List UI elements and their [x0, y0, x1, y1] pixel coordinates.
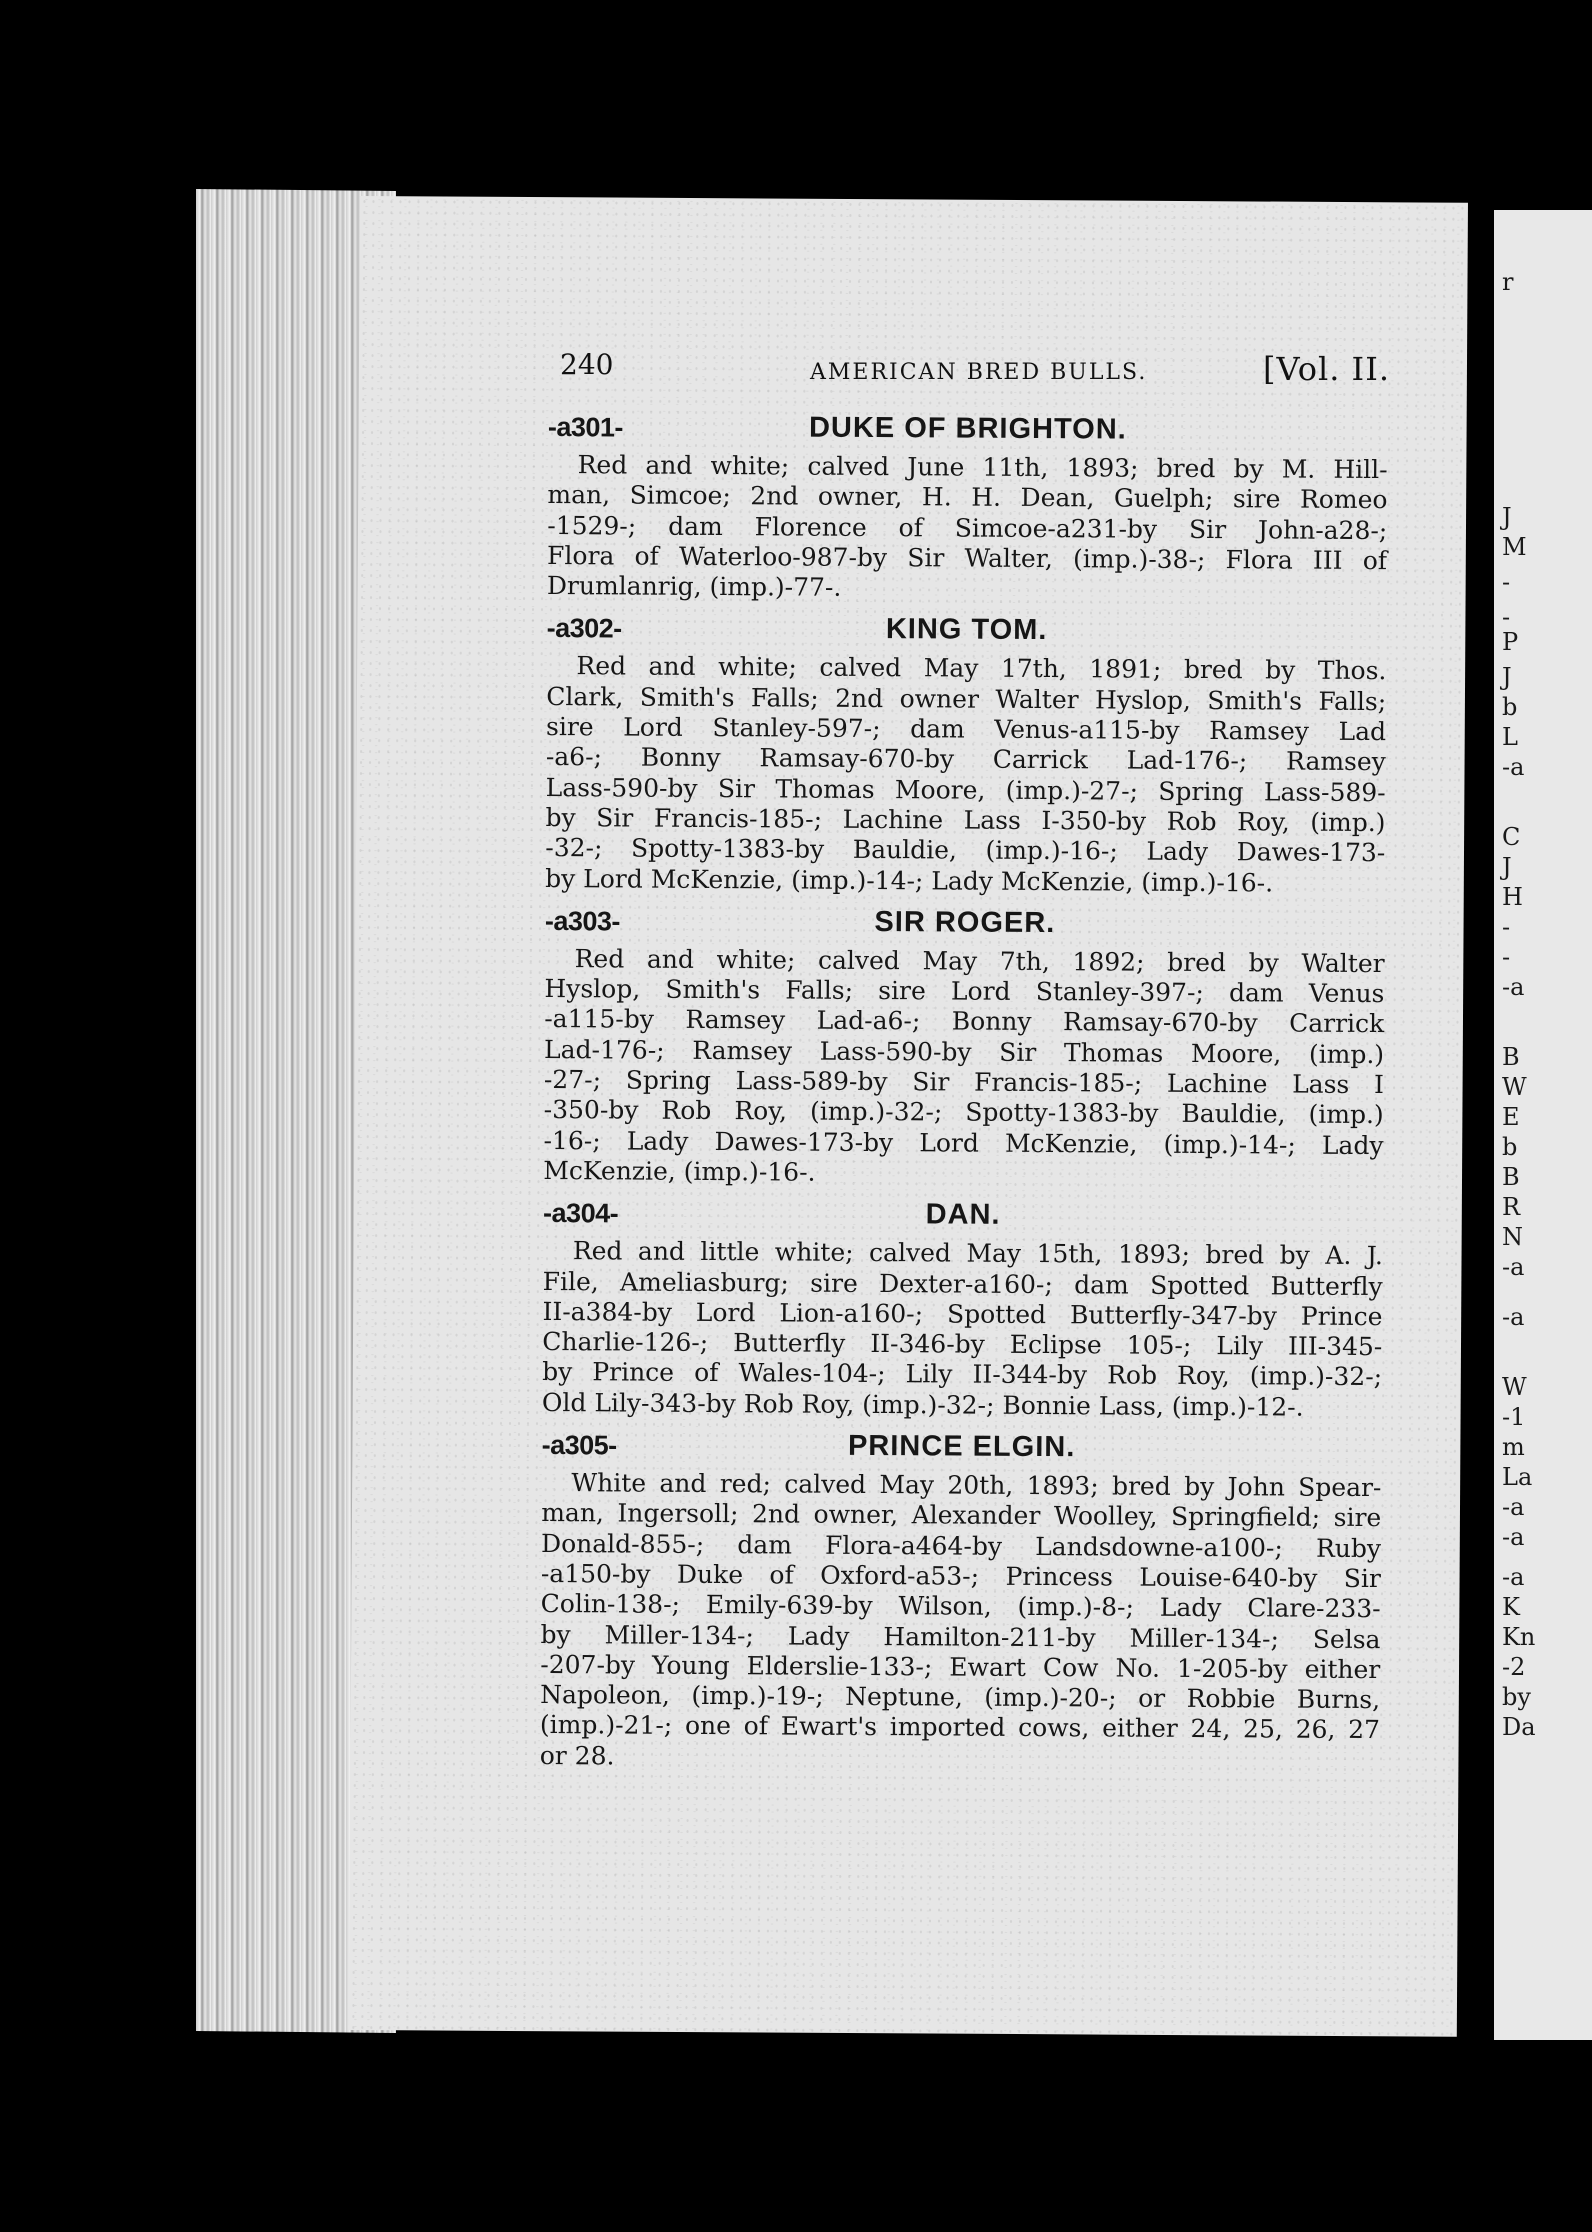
entry-heading [548, 410, 1388, 451]
entry-number: -a305- [541, 1429, 617, 1461]
adjacent-page-text: -a [1502, 1303, 1525, 1331]
bull-name: SIR ROGER. [874, 905, 1056, 939]
adjacent-page-text: C [1502, 823, 1521, 851]
entry-number: -a302- [546, 613, 622, 644]
text-line: Lass-590-by Sir Thomas Moore, (imp.)-27-; Spring Lass-589- [545, 772, 1386, 807]
adjacent-page-text: N [1502, 1223, 1523, 1251]
bull-name: DUKE OF BRIGHTON. [808, 411, 1127, 446]
adjacent-page-text: -a [1502, 1253, 1525, 1281]
adjacent-page-text: R [1502, 1193, 1521, 1221]
bull-name: KING TOM. [885, 613, 1048, 647]
text-line: by Prince of Wales-104-; Lily II-344-by Rob Roy, (imp.)-32-; [542, 1357, 1383, 1392]
adjacent-page-text: K [1502, 1593, 1520, 1621]
adjacent-page-text: -a [1502, 753, 1525, 781]
entry-heading [545, 904, 1385, 945]
text-line: Hyslop, Smith's Falls; sire Lord Stanley-397-; dam Venus [544, 974, 1385, 1009]
adjacent-page-text: W [1502, 1073, 1527, 1101]
adjacent-page-text: - [1502, 603, 1511, 631]
entry-pedigree-text [545, 651, 1386, 899]
text-line: Red and white; calved May 7th, 1892; bred by Walter [574, 944, 1385, 978]
adjacent-page-text: -2 [1502, 1653, 1526, 1681]
text-line: man, Ingersoll; 2nd owner, Alexander Woolley, Springfield; sire [541, 1498, 1382, 1533]
text-line: -a115-by Ramsey Lad-a6-; Bonny Ramsay-670-by Carrick [544, 1004, 1385, 1039]
text-line: by Sir Francis-185-; Lachine Lass I-350-by Rob Roy, (imp.) [545, 802, 1386, 838]
text-line: Clark, Smith's Falls; 2nd owner Walter Hyslop, Smith's Falls; [546, 681, 1387, 716]
adjacent-page-text: Da [1502, 1713, 1536, 1741]
adjacent-page-text: b [1502, 1133, 1518, 1161]
adjacent-page-text: Kn [1502, 1623, 1536, 1651]
text-line: Red and white; calved May 17th, 1891; bred by Thos. [576, 651, 1387, 686]
adjacent-page-text: -a [1502, 1563, 1525, 1591]
text-line: by Miller-134-; Lady Hamilton-211-by Miller-134-; Selsa [540, 1619, 1381, 1654]
adjacent-page-text: -1 [1502, 1403, 1526, 1431]
adjacent-page-text: J [1502, 853, 1512, 881]
text-line: White and red; calved May 20th, 1893; bred by John Spear- [571, 1468, 1382, 1503]
text-line: Charlie-126-; Butterfly II-346-by Eclipse 105-; Lily III-345- [542, 1327, 1383, 1362]
adjacent-page-text: La [1502, 1463, 1533, 1491]
adjacent-page-text: B [1502, 1043, 1520, 1071]
adjacent-page-text: E [1502, 1103, 1520, 1131]
text-line: -1529-; dam Florence of Simcoe-a231-by Sir John-a28-; [547, 510, 1388, 545]
adjacent-page-text: -a [1502, 1523, 1525, 1551]
text-line: -350-by Rob Roy, (imp.)-32-; Spotty-1383-by Bauldie, (imp.) [543, 1095, 1384, 1130]
entries-list [540, 410, 1388, 1786]
text-line: McKenzie, (imp.)-16-. [543, 1155, 816, 1187]
adjacent-page-text: b [1502, 693, 1518, 721]
text-line: Flora of Waterloo-987-by Sir Walter, (imp.)-38-; Flora III of [547, 540, 1388, 576]
adjacent-page-text: H [1502, 883, 1523, 911]
bull-entry [542, 1196, 1383, 1423]
text-line: Colin-138-; Emily-639-by Wilson, (imp.)-8-; Lady Clare-233- [540, 1589, 1381, 1624]
text-line: (imp.)-21-; one of Ewart's imported cows, either 24, 25, 26, 27 [539, 1710, 1381, 1745]
page-header [560, 348, 1390, 398]
entry-heading [542, 1428, 1382, 1469]
volume-label: [Vol. II. [1263, 350, 1390, 388]
text-line: Red and white; calved June 11th, 1893; bred by M. Hill- [577, 450, 1388, 485]
adjacent-page-text: J [1502, 663, 1512, 691]
text-line: -a150-by Duke of Oxford-a53-; Princess Louise-640-by Sir [540, 1558, 1381, 1594]
entry-number: -a303- [544, 905, 621, 937]
adjacent-page-text: - [1502, 568, 1511, 596]
text-line: -32-; Spotty-1383-by Bauldie, (imp.)-16-; Lady Dawes-173- [545, 833, 1386, 868]
entry-pedigree-text [540, 1468, 1382, 1776]
text-line: Donald-855-; dam Flora-a464-by Landsdowne-a100-; Ruby [540, 1528, 1382, 1563]
text-line: Drumlanrig, (imp.)-77-. [546, 571, 842, 602]
text-line: or 28. [539, 1740, 615, 1771]
text-line: -16-; Lady Dawes-173-by Lord McKenzie, (imp.)-14-; Lady [543, 1125, 1384, 1160]
page-number: 240 [560, 348, 614, 381]
adjacent-page-text: - [1502, 913, 1511, 941]
text-line: Lad-176-; Ramsey Lass-590-by Sir Thomas Moore, (imp.) [544, 1034, 1385, 1069]
running-title: AMERICAN BRED BULLS. [810, 360, 1148, 385]
adjacent-page-text: M [1502, 533, 1527, 561]
text-line: File, Ameliasburg; sire Dexter-a160-; dam Spotted Butterfly [542, 1266, 1383, 1301]
adjacent-page-text: L [1502, 723, 1518, 751]
text-line: -207-by Young Elderslie-133-; Ewart Cow No. 1-205-by either [540, 1649, 1381, 1684]
text-line: man, Simcoe; 2nd owner, H. H. Dean, Guelph; sire Romeo [547, 480, 1388, 515]
bull-name: DAN. [925, 1198, 1001, 1232]
entry-heading [547, 611, 1387, 652]
entry-number: -a301- [547, 411, 624, 443]
text-line: sire Lord Stanley-597-; dam Venus-a115-by Ramsey Lad [545, 712, 1387, 747]
text-line: Red and little white; calved May 15th, 1893; bred by A. J. [572, 1236, 1383, 1271]
entry-pedigree-text [547, 450, 1388, 607]
entry-heading [543, 1196, 1383, 1237]
adjacent-page-text: m [1502, 1433, 1525, 1461]
bull-entry [540, 1428, 1382, 1776]
adjacent-page-text: P [1502, 628, 1519, 656]
entry-pedigree-text [543, 944, 1384, 1192]
adjacent-page-text: J [1502, 503, 1512, 531]
bull-entry [547, 410, 1388, 607]
text-line: II-a384-by Lord Lion-a160-; Spotted Butterfly-347-by Prince [542, 1296, 1383, 1331]
text-line: -a6-; Bonny Ramsay-670-by Carrick Lad-176-; Ramsey [545, 742, 1386, 777]
adjacent-page-text: B [1502, 1163, 1520, 1191]
adjacent-page-text: -a [1502, 1493, 1525, 1521]
adjacent-page-text: W [1502, 1373, 1527, 1401]
adjacent-page-text: - [1502, 943, 1511, 971]
entry-number: -a304- [543, 1198, 619, 1229]
adjacent-page-text: -a [1502, 973, 1525, 1001]
text-line: by Lord McKenzie, (imp.)-14-; Lady McKenzie, (imp.)-16-. [545, 863, 1274, 898]
entry-pedigree-text [542, 1236, 1383, 1423]
text-line: Old Lily-343-by Rob Roy, (imp.)-32-; Bonnie Lass, (imp.)-12-. [541, 1387, 1304, 1422]
bull-entry [545, 611, 1387, 899]
text-line: -27-; Spring Lass-589-by Sir Francis-185-; Lachine Lass I [543, 1065, 1384, 1100]
bull-entry [543, 904, 1385, 1192]
bull-name: PRINCE ELGIN. [847, 1429, 1076, 1464]
adjacent-page-fragment [1494, 210, 1592, 2040]
adjacent-page-text: r [1502, 268, 1514, 296]
adjacent-page-text: by [1502, 1683, 1531, 1711]
text-line: Napoleon, (imp.)-19-; Neptune, (imp.)-20-; or Robbie Burns, [540, 1680, 1381, 1715]
